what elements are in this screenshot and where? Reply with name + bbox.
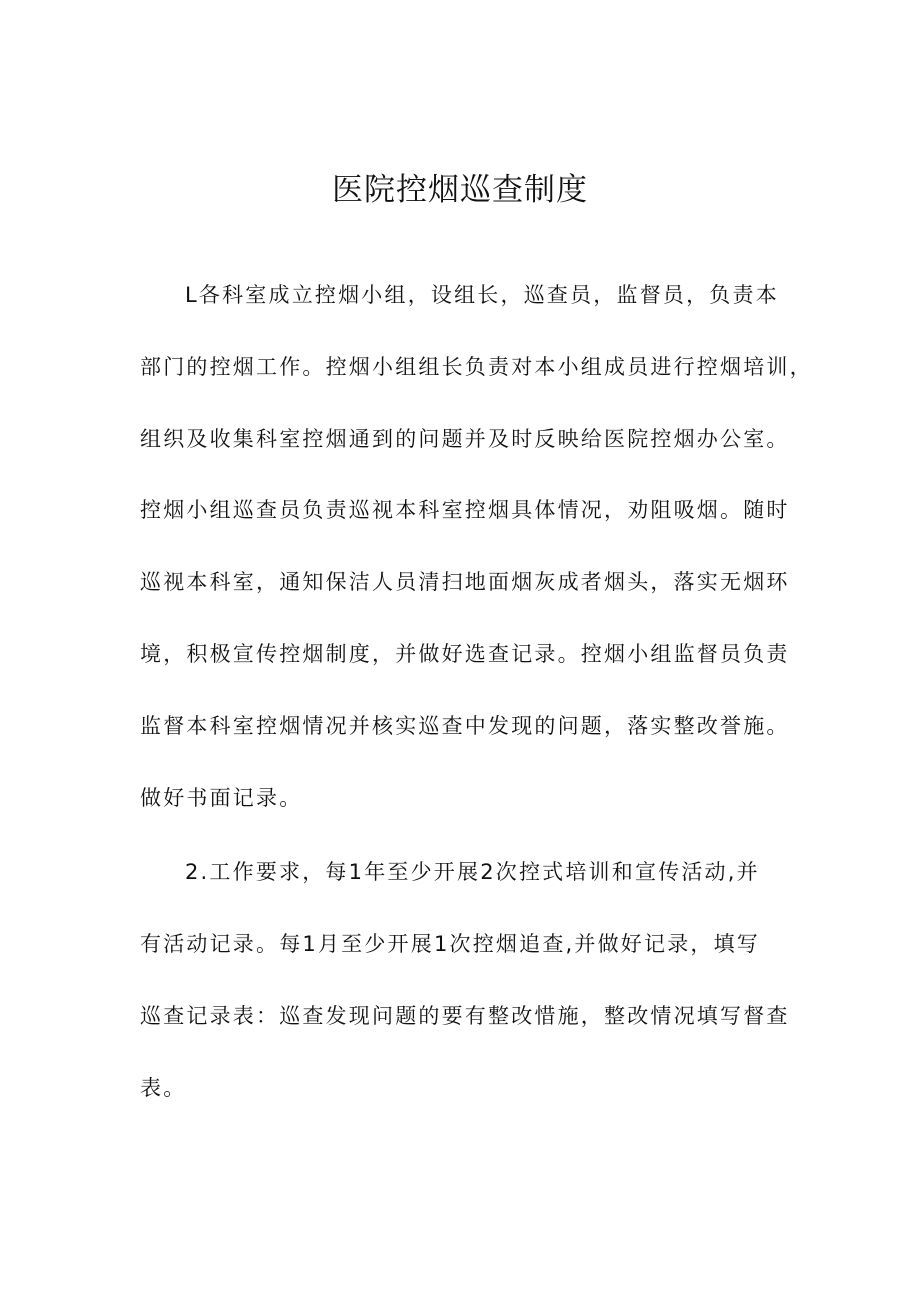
paragraph-line: 监督本科室控烟情况并核实巡查中发现的问题，落实整改誉施。	[140, 714, 790, 738]
paragraph-line: 表。	[140, 1076, 187, 1100]
paragraph-line: 部门的控烟工作。控烟小组组长负责对本小组成员进行控烟培训，	[140, 355, 813, 379]
paragraph-line: 控烟小组巡查员负责巡视本科室控烟具体情况，劝阻吸烟。随时	[140, 498, 790, 522]
paragraph-line: 有活动记录。每1月至少开展1次控烟追查,并做好记录，填写	[140, 932, 760, 956]
paragraph-line: 巡视本科室，通知保洁人员清扫地面烟灰成者烟头，落实无烟环	[140, 570, 790, 594]
paragraph-line: 组织及收集科室控烟通到的问题并及时反映给医院控烟办公室。	[140, 427, 790, 451]
paragraph-line: 巡查记录表：巡查发现问题的要有整改惜施，整改情况填写督查	[140, 1004, 790, 1028]
paragraph-line: 做好书面记录。	[140, 786, 303, 810]
paragraph-line: 2.工作要求，每1年至少开展2次控式培训和宣传活动,并	[185, 860, 760, 884]
paragraph-line: 境，积极宣传控烟制度，并做好选查记录。控烟小组监督员负责	[140, 642, 790, 666]
document-title: 医院控烟巡查制度	[332, 172, 588, 208]
paragraph-line: L各科室成立控烟小组，设组长，巡查员，监督员，负责本	[185, 283, 779, 307]
